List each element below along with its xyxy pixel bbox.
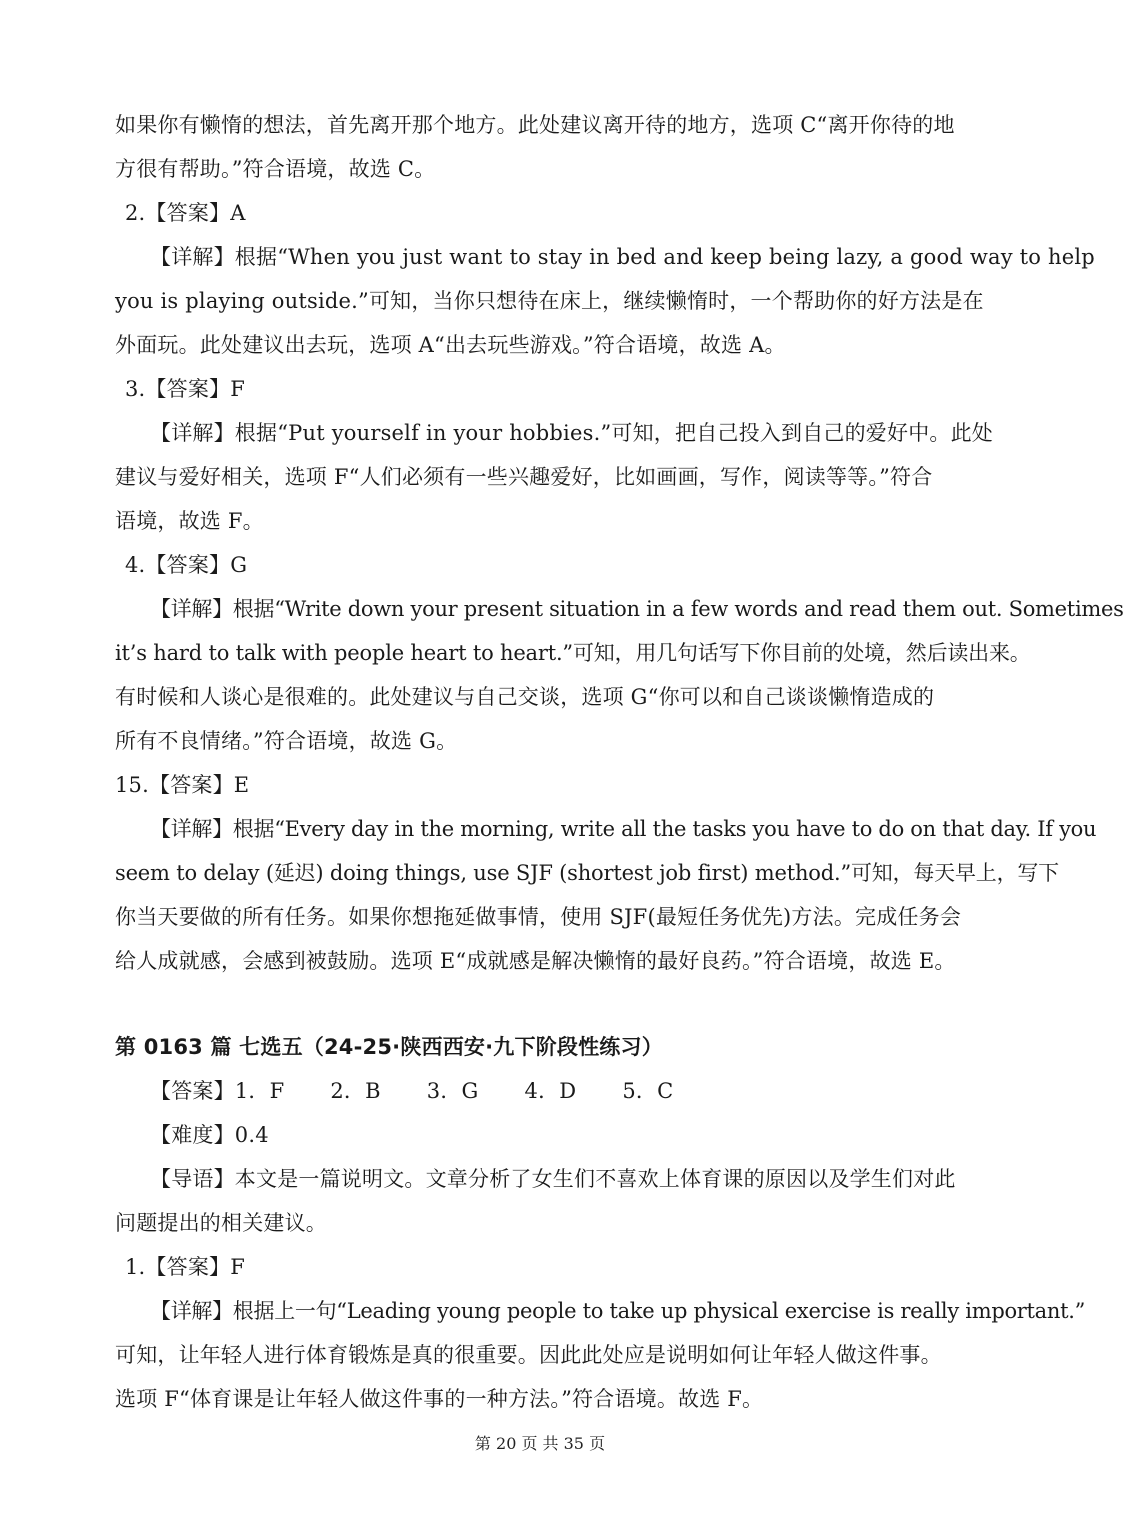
text-line: 所有不良情绪。”符合语境，故选 G。 (115, 729, 458, 753)
answer-key-item: 2．B (330, 1079, 381, 1103)
answer-key-item: 3．G (426, 1079, 479, 1103)
text-line: it’s hard to talk with people heart to heart.”可知，用几句话写下你目前的处境，然后读出来。 (115, 641, 1031, 665)
question-4-answer: 4.【答案】G (125, 553, 248, 577)
text-line: 选项 F“体育课是让年轻人做这件事的一种方法。”符合语境。故选 F。 (115, 1387, 764, 1411)
answer-key-item: 4．D (524, 1079, 577, 1103)
question-3-explanation: 【详解】根据“Put yourself in your hobbies.”可知，把自己投入到自己的爱好中。此处 (150, 421, 993, 445)
answer-key-label: 【答案】 (150, 1079, 235, 1103)
text-line: 外面玩。此处建议出去玩，选项 A“出去玩些游戏。”符合语境，故选 A。 (115, 333, 786, 357)
text-line: 建议与爱好相关，选项 F“人们必须有一些兴趣爱好，比如画画，写作，阅读等等。”符合 (115, 465, 933, 489)
text-line: 你当天要做的所有任务。如果你想拖延做事情，使用 SJF(最短任务优先)方法。完成任务会 (115, 905, 962, 929)
text-line: 如果你有懒惰的想法，首先离开那个地方。此处建议离开待的地方，选项 C“离开你待的地 (115, 113, 955, 137)
text-line: 可知，让年轻人进行体育锻炼是真的很重要。因此此处应是说明如何让年轻人做这件事。 (115, 1343, 942, 1367)
introduction: 【导语】本文是一篇说明文。文章分析了女生们不喜欢上体育课的原因以及学生们对此 (150, 1167, 956, 1191)
difficulty: 【难度】0.4 (150, 1123, 269, 1147)
question-15-answer: 15.【答案】E (115, 773, 250, 797)
text-line: 方很有帮助。”符合语境，故选 C。 (115, 157, 436, 181)
section-question-1-explanation: 【详解】根据上一句“Leading young people to take up physical exercise is really important.” (150, 1299, 1086, 1323)
question-2-explanation: 【详解】根据“When you just want to stay in bed and keep being lazy, a good way to help (150, 245, 1095, 269)
answer-key-item: 1．F (234, 1079, 285, 1103)
section-question-1-answer: 1.【答案】F (125, 1255, 246, 1279)
text-line: 给人成就感，会感到被鼓励。选项 E“成就感是解决懒惰的最好良药。”符合语境，故选 E。 (115, 949, 956, 973)
text-line: 问题提出的相关建议。 (115, 1211, 327, 1235)
page-footer: 第 20 页 共 35 页 (474, 1434, 606, 1453)
text-line: 语境，故选 F。 (115, 509, 264, 533)
answer-key-item: 5．C (622, 1079, 674, 1103)
question-3-answer: 3.【答案】F (125, 377, 246, 401)
text-line: seem to delay (延迟) doing things, use SJF (shortest job first) method.”可知，每天早上，写下 (115, 861, 1059, 885)
question-2-answer: 2.【答案】A (125, 201, 246, 225)
question-15-explanation: 【详解】根据“Every day in the morning, write all the tasks you have to do on that day. If you (150, 817, 1097, 841)
section-title: 第 0163 篇 七选五（24-25·陕西西安·九下阶段性练习） (115, 1035, 663, 1059)
text-line: 有时候和人谈心是很难的。此处建议与自己交谈，选项 G“你可以和自己谈谈懒惰造成的 (115, 685, 935, 709)
question-4-explanation: 【详解】根据“Write down your present situation in a few words and read them out. Sometimes (150, 597, 1124, 621)
answer-key-row (150, 1076, 975, 1106)
text-line: you is playing outside.”可知，当你只想待在床上，继续懒惰时，一个帮助你的好方法是在 (115, 289, 984, 313)
